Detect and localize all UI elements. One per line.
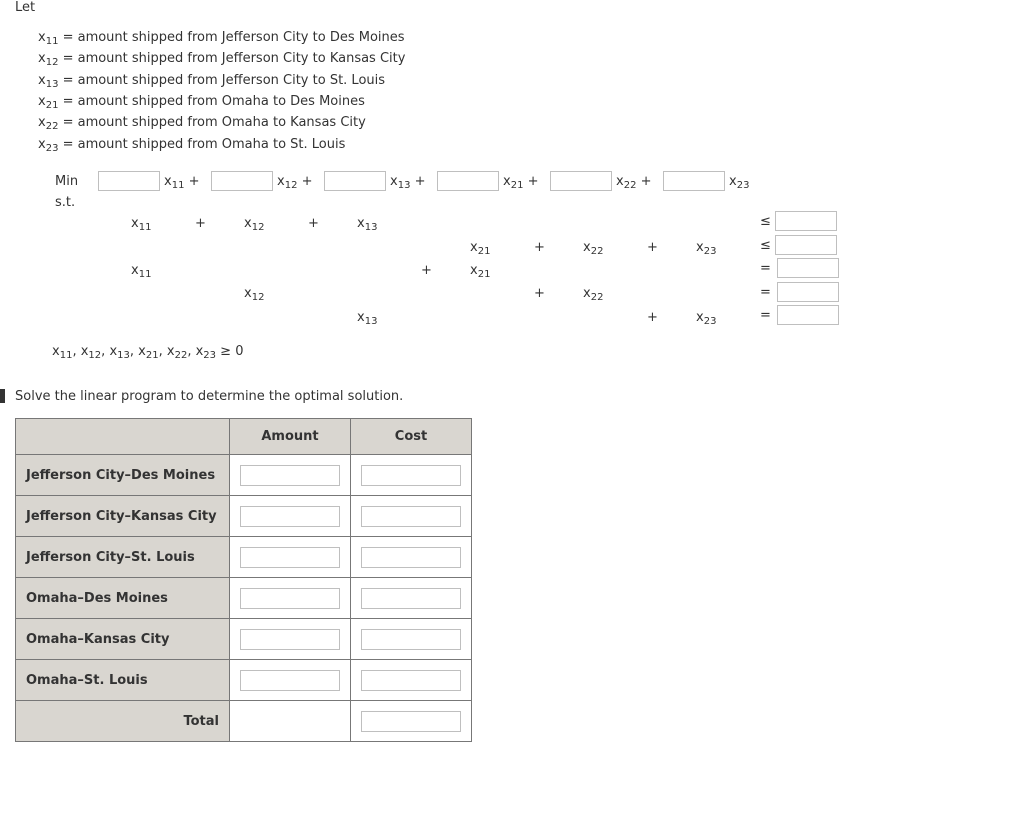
question-prompt: Solve the linear program to determine the optimal solution. — [15, 389, 404, 404]
table-row — [16, 496, 472, 537]
table-row — [16, 619, 472, 660]
total-label: Total — [16, 701, 230, 742]
question-marker — [0, 389, 5, 403]
amount-cell — [230, 660, 351, 701]
total-cost-cell — [351, 701, 472, 742]
objective-coef-x11-input[interactable] — [98, 171, 160, 191]
c1-x12: $x_{12}$ — [244, 216, 265, 233]
c5-eq-sign: = — [760, 308, 771, 323]
c1-x11: $x_{11}$ — [131, 216, 152, 233]
c4-x12: $x_{12}$ — [244, 286, 265, 303]
def-var: x — [38, 94, 46, 109]
min-label: Min — [55, 174, 79, 189]
def-text: = amount shipped from Jefferson City to Des Moines — [62, 30, 405, 45]
objective-coef-x13-input[interactable] — [324, 171, 386, 191]
def-sub: 23 — [45, 143, 59, 154]
c4-plus: + — [534, 286, 545, 301]
cost-cell — [351, 496, 472, 537]
cost-input[interactable] — [361, 547, 461, 568]
results-table — [15, 418, 472, 742]
objective-term-x13: $x_{13}$ + — [390, 174, 426, 191]
c1-plus-1: + — [195, 216, 206, 231]
row-label: Omaha–Kansas City — [16, 619, 230, 660]
cost-cell — [351, 660, 472, 701]
c5-rhs-input[interactable] — [777, 305, 839, 325]
cost-input[interactable] — [361, 588, 461, 609]
def-sub: 12 — [45, 57, 59, 68]
definition-x13 — [38, 73, 385, 88]
nonneg-constraint: $x_{11}$, $x_{12}$, $x_{13}$, $x_{21}$, $x_{22}$, $x_{23} \ge 0$ — [52, 344, 244, 361]
table-row — [16, 660, 472, 701]
total-amount-cell — [230, 701, 351, 742]
definition-x23 — [38, 137, 345, 152]
objective-term-x21: $x_{21}$ + — [503, 174, 539, 191]
def-var: x — [38, 30, 46, 45]
c5-x23: $x_{23}$ — [696, 310, 717, 327]
table-row — [16, 455, 472, 496]
row-label: Omaha–St. Louis — [16, 660, 230, 701]
c3-rhs-input[interactable] — [777, 258, 839, 278]
cost-input[interactable] — [361, 506, 461, 527]
c1-x13: $x_{13}$ — [357, 216, 378, 233]
def-var: x — [38, 73, 46, 88]
objective-term-x23: $x_{23}$ — [729, 174, 750, 191]
amount-cell — [230, 496, 351, 537]
def-sub: 21 — [45, 100, 59, 111]
cost-input[interactable] — [361, 670, 461, 691]
objective-coef-x12-input[interactable] — [211, 171, 273, 191]
c1-rhs-input[interactable] — [775, 211, 837, 231]
objective-coef-x21-input[interactable] — [437, 171, 499, 191]
c2-x23: $x_{23}$ — [696, 240, 717, 257]
definition-x21 — [38, 94, 365, 109]
table-header-row — [16, 419, 472, 455]
def-sub: 11 — [45, 36, 59, 47]
c2-x21: $x_{21}$ — [470, 240, 491, 257]
cost-cell — [351, 619, 472, 660]
def-var: x — [38, 51, 46, 66]
definition-x11 — [38, 30, 405, 45]
def-text: = amount shipped from Omaha to Kansas City — [62, 115, 366, 130]
definition-x12 — [38, 51, 405, 66]
c5-plus: + — [647, 310, 658, 325]
def-sub: 22 — [45, 121, 59, 132]
c2-plus-1: + — [534, 240, 545, 255]
c2-plus-2: + — [647, 240, 658, 255]
objective-coef-x23-input[interactable] — [663, 171, 725, 191]
c2-le-sign: ≤ — [760, 238, 771, 253]
table-total-row — [16, 701, 472, 742]
amount-input[interactable] — [240, 670, 340, 691]
st-label: s.t. — [55, 195, 76, 210]
cost-input[interactable] — [361, 629, 461, 650]
def-text: = amount shipped from Omaha to Des Moines — [62, 94, 365, 109]
intro-text: Let — [15, 0, 36, 15]
amount-input[interactable] — [240, 547, 340, 568]
objective-coef-x22-input[interactable] — [550, 171, 612, 191]
table-row — [16, 578, 472, 619]
header-cost: Cost — [351, 419, 472, 455]
amount-input[interactable] — [240, 506, 340, 527]
objective-term-x12: $x_{12}$ + — [277, 174, 313, 191]
row-label: Omaha–Des Moines — [16, 578, 230, 619]
c3-plus: + — [421, 263, 432, 278]
row-label: Jefferson City–Kansas City — [16, 496, 230, 537]
amount-input[interactable] — [240, 465, 340, 486]
c4-rhs-input[interactable] — [777, 282, 839, 302]
row-label: Jefferson City–Des Moines — [16, 455, 230, 496]
c4-x22: $x_{22}$ — [583, 286, 604, 303]
definition-x22 — [38, 115, 366, 130]
amount-input[interactable] — [240, 629, 340, 650]
header-blank — [16, 419, 230, 455]
amount-cell — [230, 578, 351, 619]
c4-eq-sign: = — [760, 285, 771, 300]
c3-x21: $x_{21}$ — [470, 263, 491, 280]
objective-term-x11: $x_{11}$ + — [164, 174, 200, 191]
cost-input[interactable] — [361, 465, 461, 486]
c3-x11: $x_{11}$ — [131, 263, 152, 280]
amount-cell — [230, 619, 351, 660]
c2-x22: $x_{22}$ — [583, 240, 604, 257]
total-cost-input[interactable] — [361, 711, 461, 732]
def-var: x — [38, 115, 46, 130]
header-amount: Amount — [230, 419, 351, 455]
c5-x13: $x_{13}$ — [357, 310, 378, 327]
def-text: = amount shipped from Jefferson City to St. Louis — [62, 73, 386, 88]
c1-le-sign: ≤ — [760, 214, 771, 229]
amount-cell — [230, 455, 351, 496]
table-row — [16, 537, 472, 578]
amount-cell — [230, 537, 351, 578]
row-label: Jefferson City–St. Louis — [16, 537, 230, 578]
amount-input[interactable] — [240, 588, 340, 609]
c3-eq-sign: = — [760, 261, 771, 276]
def-text: = amount shipped from Omaha to St. Louis — [62, 137, 346, 152]
def-var: x — [38, 137, 46, 152]
c1-plus-2: + — [308, 216, 319, 231]
def-text: = amount shipped from Jefferson City to Kansas City — [62, 51, 406, 66]
cost-cell — [351, 537, 472, 578]
cost-cell — [351, 578, 472, 619]
c2-rhs-input[interactable] — [775, 235, 837, 255]
objective-term-x22: $x_{22}$ + — [616, 174, 652, 191]
def-sub: 13 — [45, 79, 59, 90]
cost-cell — [351, 455, 472, 496]
